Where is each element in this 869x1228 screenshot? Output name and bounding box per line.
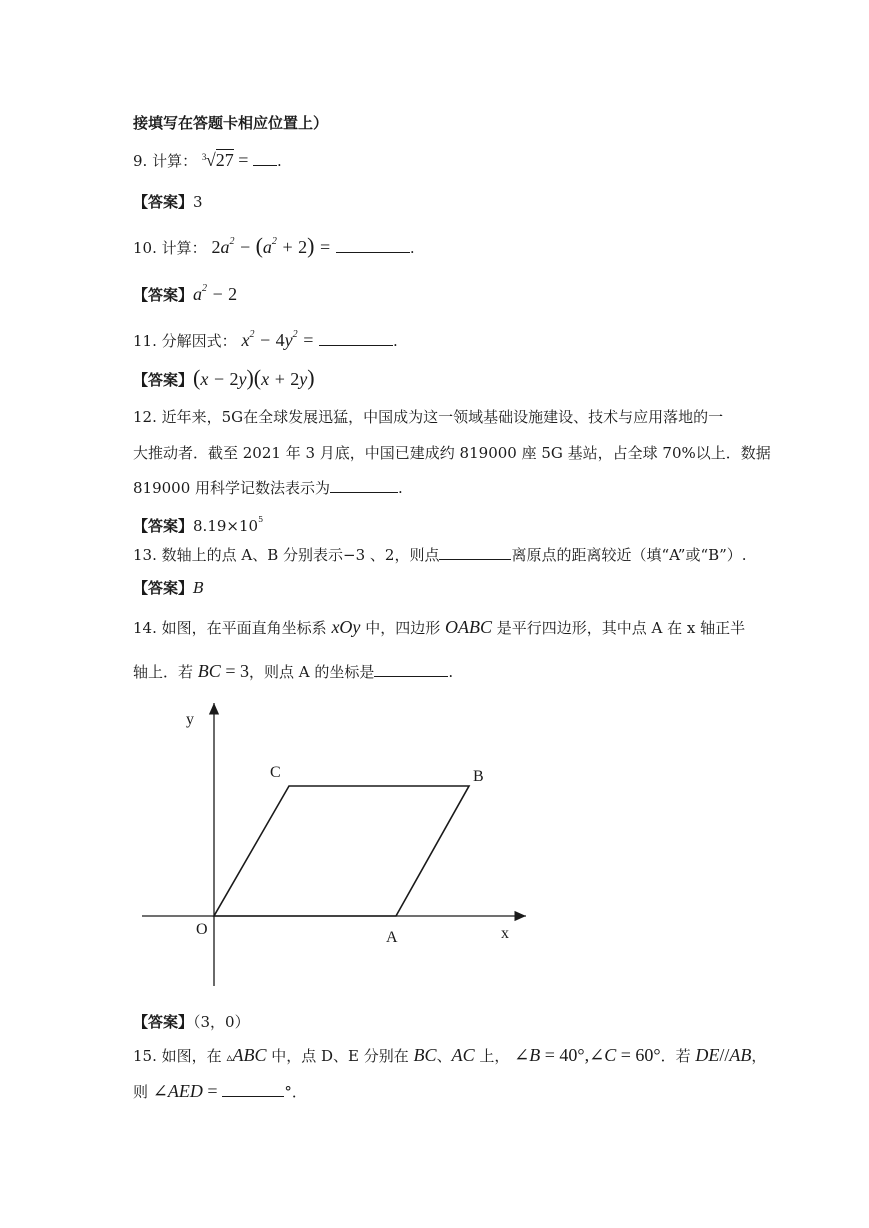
question-prompt: 计算： — [152, 152, 198, 170]
answer-value: （3，0） — [193, 1013, 250, 1031]
label-y: y — [186, 711, 194, 728]
question-14-line-1 — [133, 617, 745, 638]
label-o: O — [196, 921, 208, 938]
question-12-line-2: 大推动者．截至 2021 年 3 月底，中国已建成约 819000 座 5G 基站，占全球 70%以上．数据 — [133, 444, 771, 462]
answer-10 — [133, 279, 237, 305]
answer-9 — [133, 192, 203, 212]
question-9: 9. 计算： 3 √27 = . — [133, 150, 282, 171]
question-text: 、 — [436, 1047, 452, 1065]
label-b: B — [473, 768, 484, 785]
answer-blank — [319, 331, 393, 346]
question-text: 数轴上的点 A、B 分别表示 — [161, 546, 344, 564]
answer-blank — [374, 662, 448, 677]
question-13 — [133, 545, 747, 565]
question-text: 近年来，5G在全球发展迅猛，中国成为这一领域基础设施建设、技术与应用落地的一 — [161, 408, 724, 426]
question-number: 9. — [133, 152, 148, 170]
answer-value: B — [193, 579, 205, 597]
angle-aed: ∠AED = — [152, 1081, 218, 1101]
answer-blank — [439, 545, 511, 560]
question-text: 如图，在平面直角坐标系 — [161, 619, 327, 637]
question-text: 轴上．若 — [133, 663, 194, 681]
question-text: 上， — [479, 1047, 510, 1065]
question-number: 11. — [133, 332, 157, 350]
cube-root-expression: 3 √27 = — [202, 150, 253, 170]
question-number: 12. — [133, 408, 157, 426]
question-text: ，则点 A 的坐标是 — [248, 663, 375, 681]
answer-12 — [133, 510, 263, 536]
label-c: C — [270, 764, 281, 781]
answer-blank — [336, 238, 410, 253]
expression: $2a^2 - (a^2 + 2)$ = — [211, 233, 332, 258]
segment-ac: AC — [451, 1045, 475, 1065]
answer-value: $a^2 - 2$ — [193, 283, 238, 304]
answer-label: 【答案】 — [133, 286, 194, 304]
question-12-line-1 — [133, 407, 723, 427]
answer-label: 【答案】 — [133, 1013, 194, 1031]
question-text: 中，点 D、E 分别在 — [271, 1047, 409, 1065]
question-text: 819000 用科学记数法表示为 — [133, 479, 331, 497]
question-number: 10. — [133, 239, 157, 257]
answer-blank — [330, 478, 398, 493]
answer-blank — [222, 1082, 284, 1097]
section-header: 接填写在答题卡相应位置上） — [133, 114, 329, 132]
expression: $x^2 - 4y^2$ = — [241, 329, 315, 350]
angle-conditions: ∠B = 40°,∠C = 60° — [514, 1045, 661, 1065]
question-text: 离原点的距离较近（填“A”或“B”）. — [511, 546, 747, 564]
question-15-line-2 — [133, 1081, 307, 1102]
question-text: ， — [751, 1047, 767, 1065]
question-text: ．若 — [660, 1047, 691, 1065]
answer-label: 【答案】 — [133, 517, 194, 535]
question-text: 中，四边形 — [365, 619, 441, 637]
question-prompt: 分解因式： — [161, 332, 237, 350]
coordinate-system: xOy — [331, 617, 361, 637]
answer-label: 【答案】 — [133, 579, 194, 597]
question-number: 14. — [133, 619, 157, 637]
answer-14 — [133, 1012, 250, 1032]
question-10: 10. 计算： $2a^2 - (a^2 + 2)$ = . — [133, 233, 415, 258]
question-number: 13. — [133, 546, 157, 564]
question-text: 则 — [133, 1083, 149, 1101]
question-15-line-1 — [133, 1045, 766, 1067]
question-12-line-3: 819000 用科学记数法表示为 . — [133, 479, 403, 497]
triangle-abc: ▵ABC — [226, 1045, 267, 1065]
question-14-line-2: 轴上．若 BC = 3，则点 A 的坐标是 . — [133, 661, 454, 681]
question-values: −3 、2，则点 — [343, 546, 440, 564]
answer-value: (x − 2y)(x + 2y) — [193, 365, 315, 390]
answer-exponent: 5 — [258, 515, 264, 524]
degree-symbol: °． — [284, 1083, 307, 1101]
root-index: 3 — [201, 152, 207, 162]
label-a: A — [386, 929, 398, 946]
radicand: 27 — [215, 150, 234, 170]
question-text: 如图，在 — [161, 1047, 222, 1065]
answer-label: 【答案】 — [133, 371, 194, 389]
answer-value: 8.19×10 — [193, 517, 259, 535]
answer-label: 【答案】 — [133, 193, 194, 211]
answer-11 — [133, 365, 315, 390]
answer-value: 3 — [193, 193, 203, 211]
question-number: 15. — [133, 1047, 157, 1065]
answer-blank — [253, 151, 277, 166]
label-x: x — [501, 925, 509, 942]
question-text: 是平行四边形，其中点 A 在 x 轴正半 — [496, 619, 746, 637]
answer-13 — [133, 578, 204, 598]
parallelogram-oabc — [214, 786, 469, 916]
parallel-condition: DE//AB — [695, 1045, 752, 1065]
question-11: 11. 分解因式： $x^2 - 4y^2$ = . — [133, 329, 398, 350]
condition: BC = 3 — [197, 661, 249, 681]
question-prompt: 计算： — [161, 239, 207, 257]
quadrilateral-name: OABC — [445, 617, 492, 637]
segment-bc: BC — [413, 1045, 437, 1065]
